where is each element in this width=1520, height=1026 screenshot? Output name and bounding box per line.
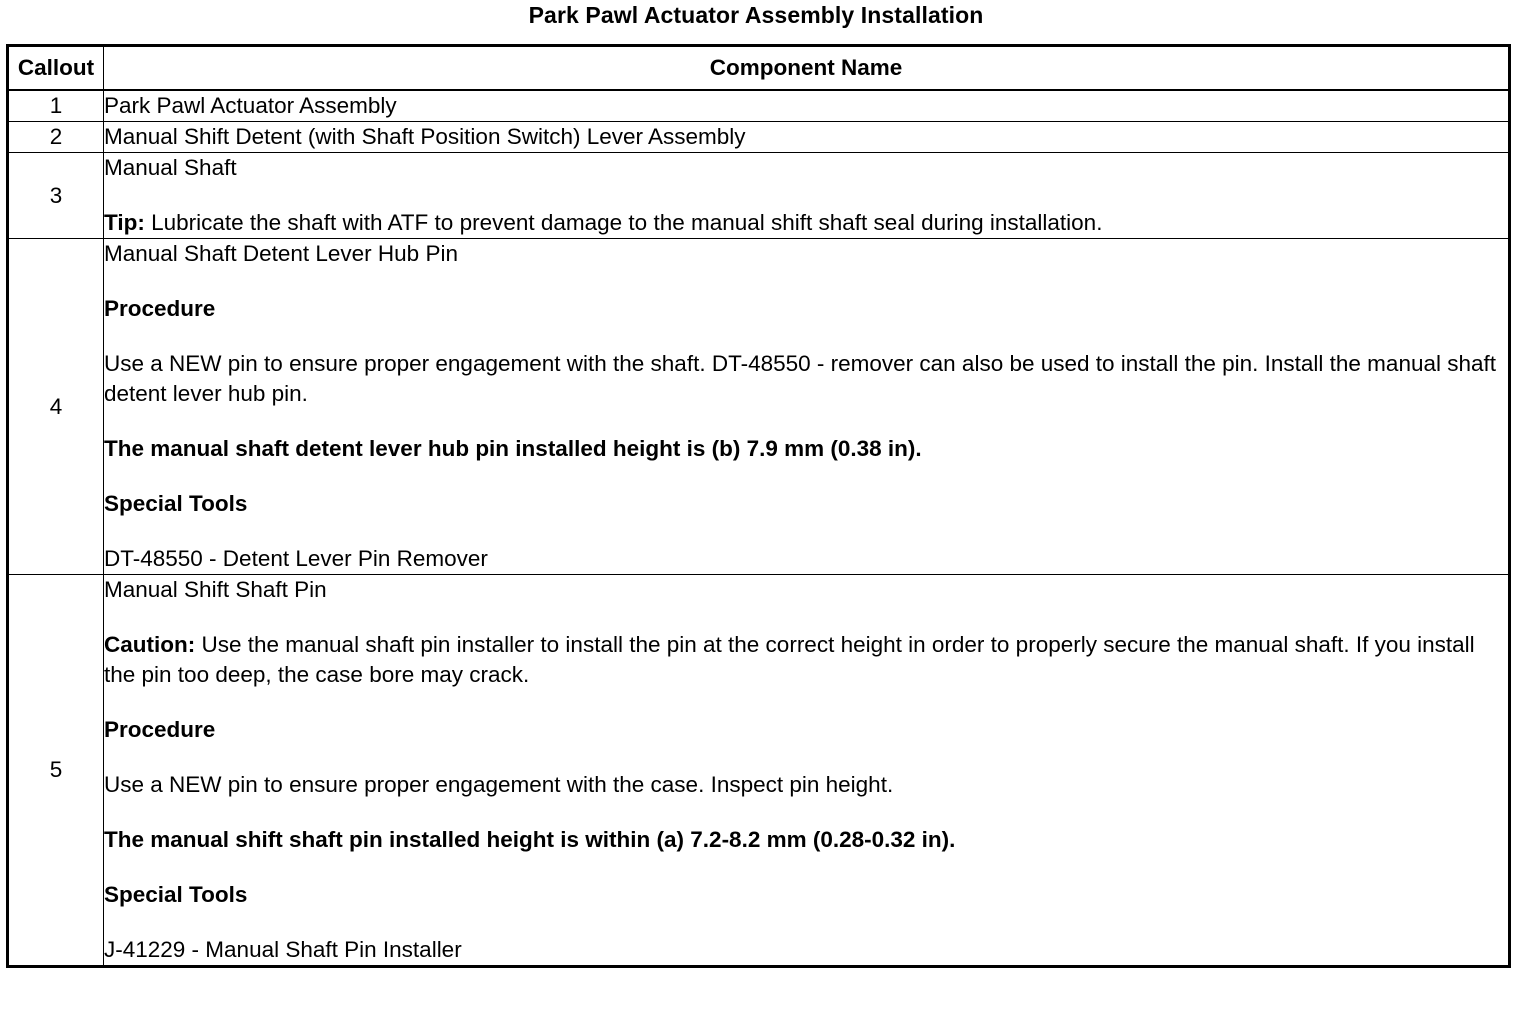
tip-note bbox=[104, 208, 1508, 238]
callout-table bbox=[6, 44, 1511, 968]
table-row bbox=[8, 575, 1510, 967]
document-title: Park Pawl Actuator Assembly Installation bbox=[528, 2, 984, 28]
component-cell bbox=[104, 239, 1510, 575]
special-tools-heading: Special Tools bbox=[104, 491, 248, 516]
component-name: Manual Shaft bbox=[104, 155, 237, 180]
component-cell bbox=[104, 90, 1510, 122]
callout-number: 5 bbox=[8, 575, 104, 967]
callout-number: 1 bbox=[8, 90, 104, 122]
callout-number: 3 bbox=[8, 153, 104, 239]
tip-label: Tip: bbox=[104, 210, 145, 235]
caution-label: Caution: bbox=[104, 632, 196, 657]
component-name-column-header: Component Name bbox=[104, 46, 1510, 91]
caution-note bbox=[104, 630, 1508, 690]
special-tools-heading: Special Tools bbox=[104, 882, 248, 907]
component-name: Park Pawl Actuator Assembly bbox=[104, 93, 397, 118]
component-cell bbox=[104, 575, 1510, 967]
component-cell bbox=[104, 153, 1510, 239]
specification-text: The manual shift shaft pin installed height is within (a) 7.2-8.2 mm (0.28-0.32 in). bbox=[104, 827, 956, 852]
callout-number: 2 bbox=[8, 122, 104, 153]
table-row bbox=[8, 239, 1510, 575]
table-row bbox=[8, 122, 1510, 153]
callout-number: 4 bbox=[8, 239, 104, 575]
table-header-row bbox=[8, 46, 1510, 91]
caution-text: Use the manual shaft pin installer to install the pin at the correct height in order to properly secure the manual shaft. If you install the pin too deep, the case bore may crack. bbox=[104, 632, 1475, 687]
table-row bbox=[8, 90, 1510, 122]
table-row bbox=[8, 153, 1510, 239]
procedure-text: Use a NEW pin to ensure proper engagement with the case. Inspect pin height. bbox=[104, 772, 894, 797]
procedure-heading: Procedure bbox=[104, 717, 216, 742]
callout-column-header: Callout bbox=[8, 46, 104, 91]
component-name: Manual Shift Detent (with Shaft Position Switch) Lever Assembly bbox=[104, 124, 746, 149]
special-tool: DT-48550 - Detent Lever Pin Remover bbox=[104, 546, 488, 571]
component-name: Manual Shaft Detent Lever Hub Pin bbox=[104, 241, 458, 266]
procedure-text: Use a NEW pin to ensure proper engagement with the shaft. DT-48550 - remover can also be used to install the pin. Install the manual shaft detent lever hub pin. bbox=[104, 351, 1497, 406]
special-tool: J-41229 - Manual Shaft Pin Installer bbox=[104, 937, 462, 962]
specification-text: The manual shaft detent lever hub pin installed height is (b) 7.9 mm (0.38 in). bbox=[104, 436, 922, 461]
tip-text: Lubricate the shaft with ATF to prevent damage to the manual shift shaft seal during installation. bbox=[144, 210, 1103, 235]
procedure-heading: Procedure bbox=[104, 296, 216, 321]
component-cell bbox=[104, 122, 1510, 153]
component-name: Manual Shift Shaft Pin bbox=[104, 577, 327, 602]
